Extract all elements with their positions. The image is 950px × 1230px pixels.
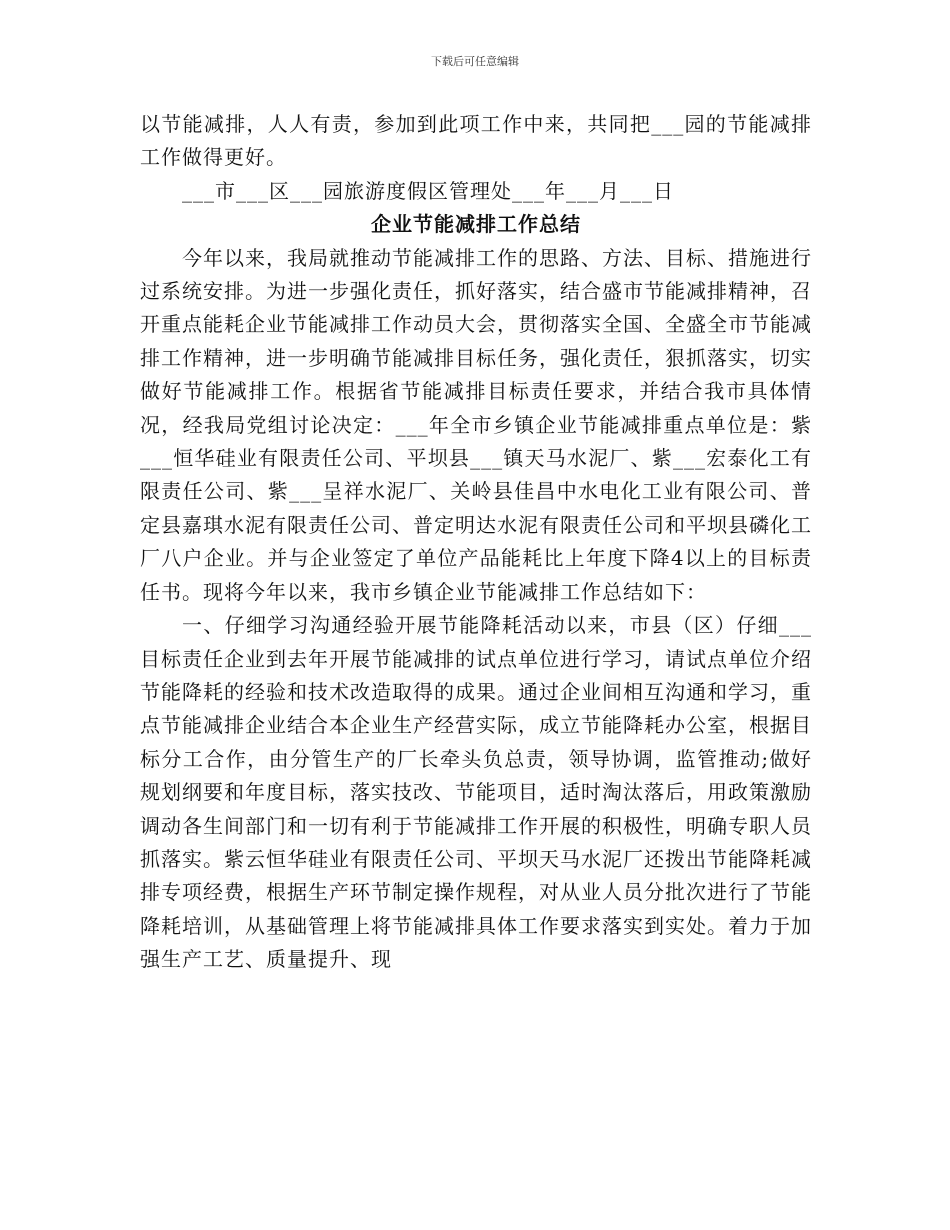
body-paragraph-2: 一、仔细学习沟通经验开展节能降耗活动以来，市县（区）仔细___目标责任企业到去年开展节能减排的试点单位进行学习，请试点单位介绍节能降耗的经验和技术改造取得的成果。通过企业间相互沟通和学习，重点节能减排企业结合本企业生产经营实际，成立节能降耗办公室，根据目标分工合作，由分管生产的厂长牵头负总责，领导协调，监管推动;做好规划纲要和年度目标，落实技改、节能项目，适时淘汰落后，用政策激励调动各生间部门和一切有利于节能减排工作开展的积极性，明确专职人员抓落实。紫云恒华硅业有限责任公司、平坝天马水泥厂还拨出节能降耗减排专项经费，根据生产环节制定操作规程，对从业人员分批次进行了节能降耗培训，从基础管理上将节能减排具体工作要求落实到实处。着力于加强生产工艺、质量提升、现 bbox=[140, 613, 812, 972]
page-header-note: 下载后可任意编辑 bbox=[431, 55, 519, 68]
body-paragraph-1: 今年以来，我局就推动节能减排工作的思路、方法、目标、措施进行过系统安排。为进一步强化责任，抓好落实，结合盛市节能减排精神，召开重点能耗企业节能减排工作动员大会，贯彻落实全国、全盛全市节能减排工作精神，进一步明确节能减排目标任务，强化责任，狠抓落实，切实做好节能减排工作。根据省节能减排目标责任要求，并结合我市具体情况，经我局党组讨论决定：___年全市乡镇企业节能减排重点单位是：紫___恒华硅业有限责任公司、平坝县___镇天马水泥厂、紫___宏泰化工有限责任公司、紫___呈祥水泥厂、关岭县佳昌中水电化工业有限公司、普定县嘉琪水泥有限责任公司、普定明达水泥有限责任公司和平坝县磷化工厂八户企业。并与企业签定了单位产品能耗比上年度下降4以上的目标责任书。现将今年以来，我市乡镇企业节能减排工作总结如下： bbox=[140, 245, 812, 604]
signature-line: ___市___区___园旅游度假区管理处___年___月___日 bbox=[182, 178, 674, 203]
document-title: 企业节能减排工作总结 bbox=[371, 212, 581, 237]
document-body bbox=[140, 108, 812, 977]
intro-paragraph: 以节能减排，人人有责，参加到此项工作中来，共同把___园的节能减排工作做得更好。 bbox=[140, 112, 812, 170]
